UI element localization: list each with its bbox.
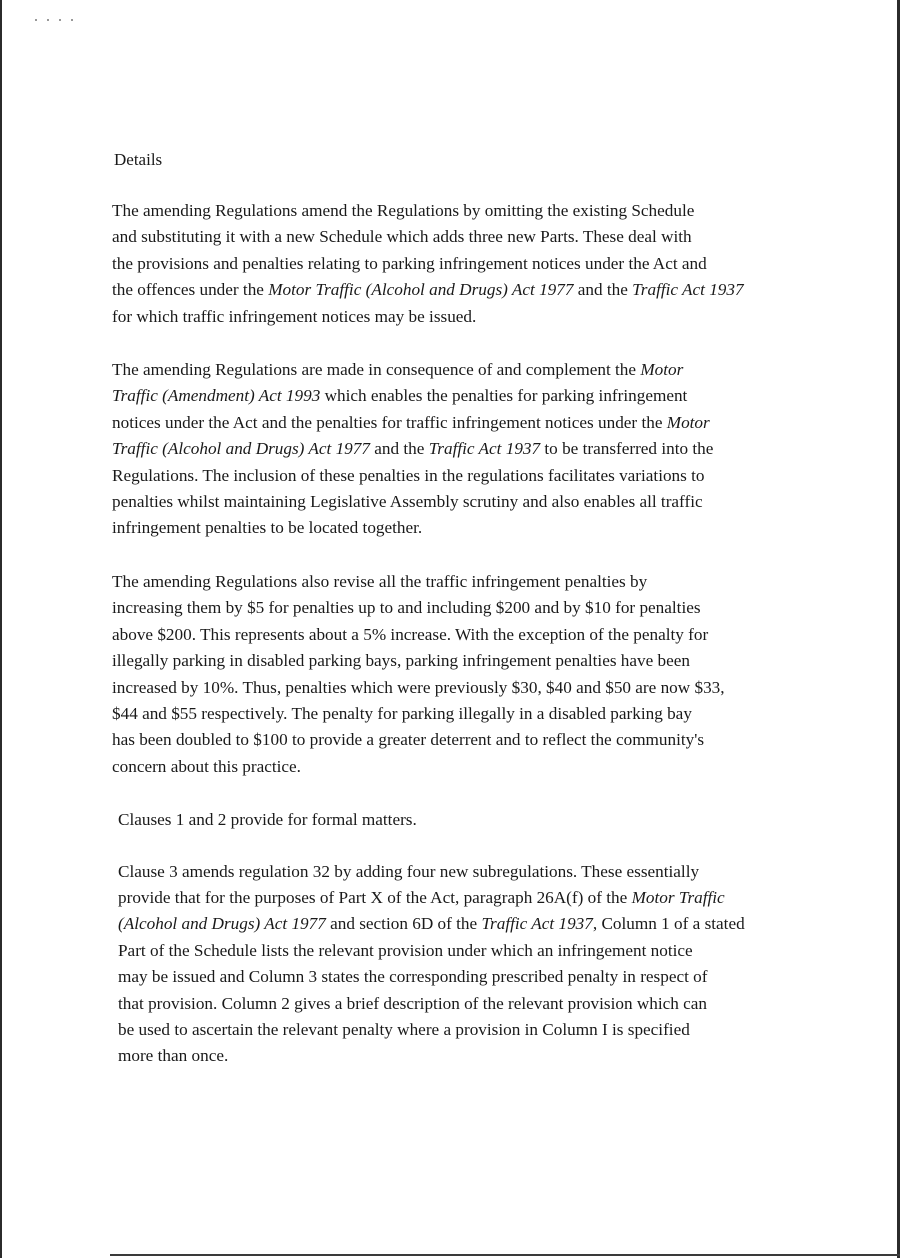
text-run: above $200. This represents about a 5% increase. With the exception of the penalty for [112,624,709,644]
text-run: concern about this practice. [112,756,301,776]
text-line [112,515,832,541]
scan-specks [30,18,80,22]
text-run: and the [369,439,429,459]
paragraph-consequence [112,357,832,542]
text-run: be used to ascertain the relevant penalty where a provision in Column I is specified [118,1019,690,1039]
text-run: more than once. [118,1046,229,1066]
text-line [112,224,832,250]
section-heading: Details [114,150,163,169]
text-line [112,727,832,753]
page-right-edge [897,0,900,1258]
text-run: , Column 1 of a stated [592,914,745,934]
text-run: Clauses 1 and 2 provide for formal matters. [118,810,417,830]
italic-citation: Motor [666,412,710,432]
text-line [112,569,832,595]
italic-citation: Traffic (Amendment) Act 1993 [112,386,321,406]
page-left-edge [0,0,2,1258]
text-run: and substituting it with a new Schedule which adds three new Parts. These deal with [112,227,692,247]
text-run: the offences under the [112,280,269,300]
italic-citation: (Alcohol and Drugs) Act 1977 [118,914,326,934]
text-line [112,383,832,409]
italic-citation: Traffic Act 1937 [481,914,593,934]
text-line [118,938,832,964]
text-line [112,489,832,515]
text-line [118,807,832,833]
text-run: provide that for the purposes of Part X of the Act, paragraph 26A(f) of the [118,887,632,907]
text-line [112,277,832,303]
text-line [112,304,832,330]
italic-citation: Motor Traffic (Alcohol and Drugs) Act 1977 [268,280,574,300]
text-run: has been doubled to $100 to provide a greater deterrent and to reflect the community's [112,730,705,750]
text-line [112,675,832,701]
text-run: and section 6D of the [325,914,482,934]
text-run: The amending Regulations also revise all the traffic infringement penalties by [112,571,648,591]
paragraph-clauses-1-2 [118,807,832,833]
italic-citation: Traffic (Alcohol and Drugs) Act 1977 [112,439,370,459]
text-run: The amending Regulations amend the Regulations by omitting the existing Schedule [112,201,695,220]
text-run: that provision. Column 2 gives a brief description of the relevant provision which can [118,993,708,1013]
text-run: Regulations. The inclusion of these penalties in the regulations facilitates variations to [112,465,705,485]
text-run: notices under the Act and the penalties for traffic infringement notices under the [112,412,667,432]
italic-citation: Motor Traffic [631,887,725,907]
text-line [112,648,832,674]
text-line [118,885,832,911]
text-run: and the [573,280,633,300]
text-line [118,964,832,990]
text-line [112,595,832,621]
italic-citation: Motor [640,360,684,380]
text-run: The amending Regulations are made in consequence of and complement the [112,360,641,380]
text-line [118,859,832,885]
text-run: which enables the penalties for parking infringement [320,386,688,406]
paragraph-schedule-amendment [112,198,832,330]
text-line [118,1043,832,1069]
text-run: penalties whilst maintaining Legislative Assembly scrutiny and also enables all traffic [112,492,703,512]
text-line [112,410,832,436]
text-line [118,911,832,937]
text-run: Part of the Schedule lists the relevant provision under which an infringement notice [118,940,693,960]
text-line [112,701,832,727]
text-line [112,436,832,462]
text-line [112,622,832,648]
text-run: $44 and $55 respectively. The penalty for parking illegally in a disabled parking bay [112,703,692,723]
text-run: to be transferred into the [540,439,714,459]
paragraph-clause-3 [118,859,832,1070]
text-run: Clause 3 amends regulation 32 by adding four new subregulations. These essentially [118,861,700,881]
page-bottom-edge [110,1254,900,1256]
text-run: for which traffic infringement notices may be issued. [112,306,477,326]
italic-citation: Traffic Act 1937 [632,280,744,300]
text-run: illegally parking in disabled parking bays, parking infringement penalties have been [112,651,690,671]
text-line [112,357,832,383]
text-run: the provisions and penalties relating to parking infringement notices under the Act and [112,253,707,273]
text-line [112,463,832,489]
text-run: may be issued and Column 3 states the corresponding prescribed penalty in respect of [118,967,708,987]
document-body [112,148,832,1070]
text-run: increasing them by $5 for penalties up to and including $200 and by $10 for penalties [112,598,701,618]
text-run: infringement penalties to be located together. [112,518,423,538]
text-line [112,754,832,780]
italic-citation: Traffic Act 1937 [428,439,541,459]
text-line [118,991,832,1017]
text-line [118,1017,832,1043]
text-line [112,198,832,224]
paragraph-penalty-revision [112,569,832,780]
text-line [112,251,832,277]
text-run: increased by 10%. Thus, penalties which were previously $30, $40 and $50 are now $33, [112,677,725,697]
